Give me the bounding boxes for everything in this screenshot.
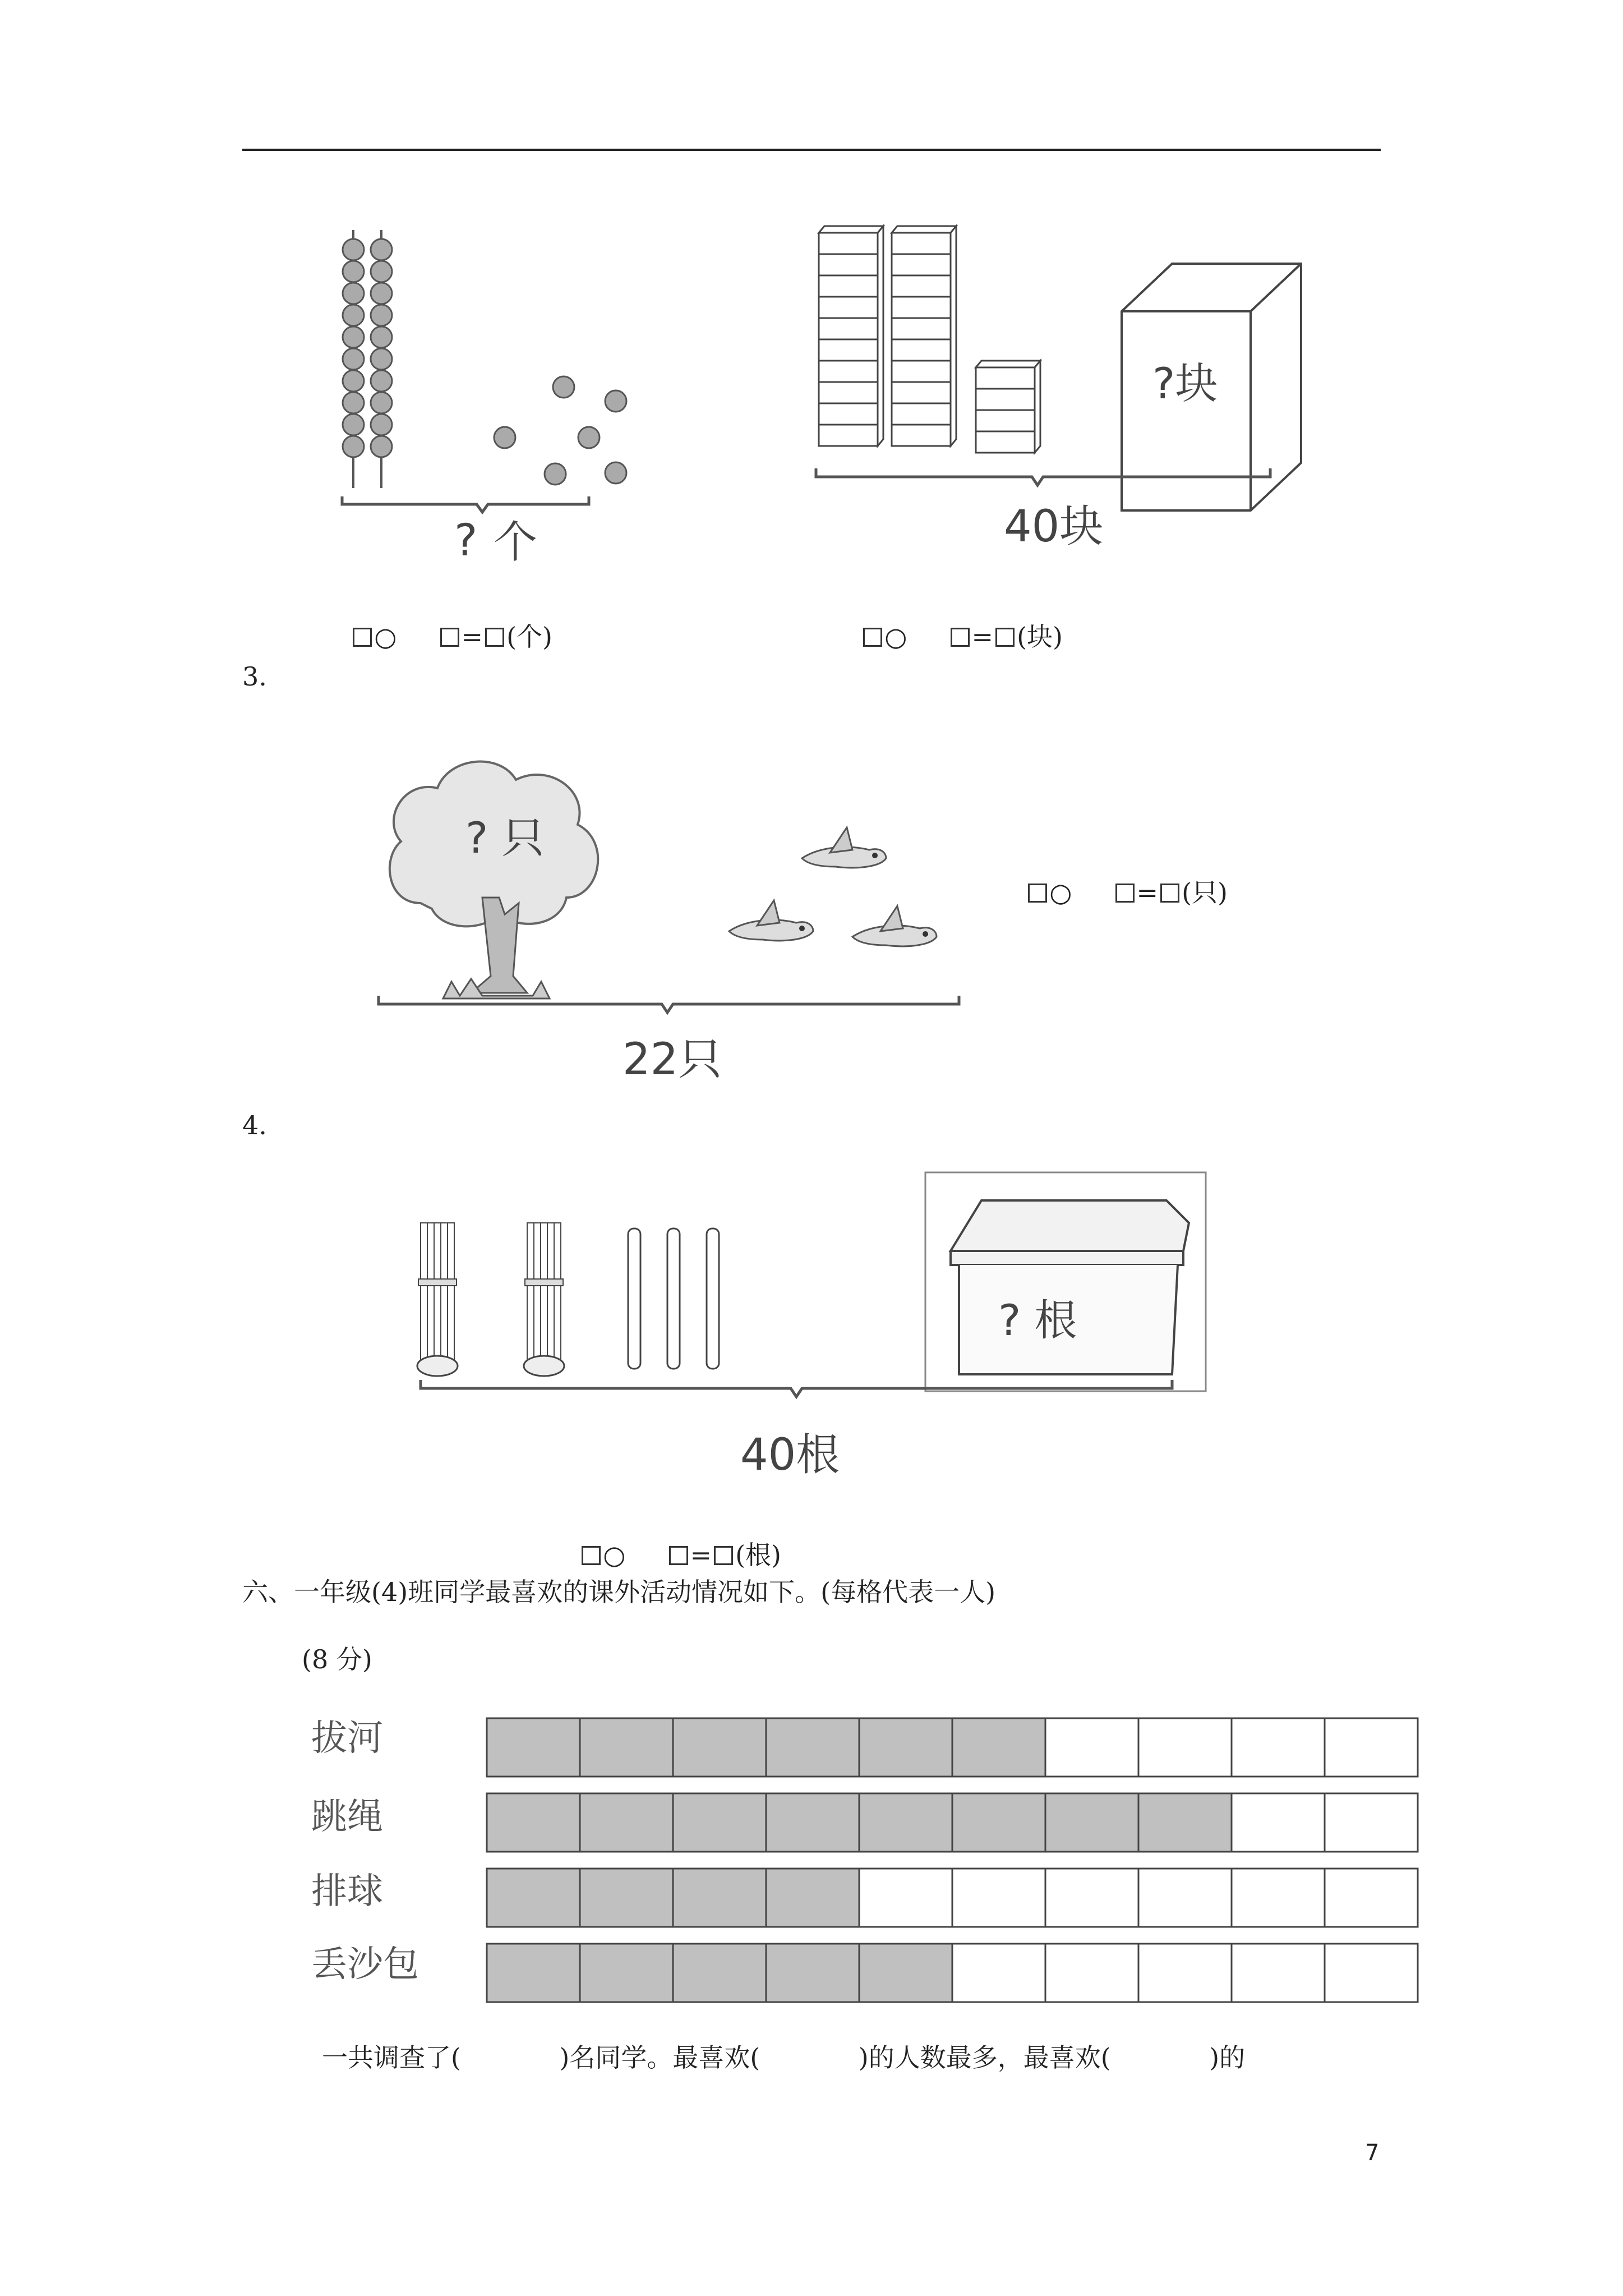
- sticks-box-label: ? 根: [998, 1295, 1077, 1345]
- answer-box[interactable]: [485, 628, 504, 647]
- unit-block: [976, 389, 1035, 410]
- problem-3-equation: ○ = (只): [1009, 854, 1228, 905]
- unit-block: [819, 403, 878, 425]
- blocks-equation: ○ = (块): [845, 598, 1063, 650]
- unit-block: [819, 254, 878, 275]
- beads-unit-label: 个: [494, 517, 538, 568]
- filled-cell: [766, 1793, 859, 1852]
- bead: [494, 427, 515, 448]
- bead: [371, 348, 392, 370]
- block-columns: [819, 226, 1040, 453]
- unit-block: [892, 425, 951, 446]
- beads-question-label: ?: [454, 516, 478, 566]
- answer-box[interactable]: [669, 1546, 688, 1565]
- bird: [729, 900, 813, 941]
- filled-cell: [766, 1869, 859, 1927]
- problem-4-equation: ○ = (根): [563, 1516, 781, 1568]
- bead: [343, 370, 364, 392]
- section-6-heading: 六、一年级(4)班同学最喜欢的课外活动情况如下。(每格代表一人): [242, 1577, 996, 1607]
- block-side: [878, 226, 883, 446]
- bead: [343, 305, 364, 326]
- unit-block: [819, 382, 878, 403]
- unit-block: [892, 254, 951, 275]
- chart-row: [487, 1869, 1418, 1927]
- filled-cell: [1138, 1793, 1232, 1852]
- stick-bundles: [417, 1223, 564, 1376]
- filled-cell: [580, 1718, 673, 1777]
- bead: [545, 463, 566, 485]
- block-top: [819, 226, 883, 233]
- filled-cell: [859, 1944, 952, 2002]
- filled-cell: [859, 1793, 952, 1852]
- empty-cell: [1045, 1869, 1138, 1927]
- tally-chart: [482, 1714, 1436, 2005]
- section-6-points: (8 分): [302, 1644, 372, 1674]
- big-box: [925, 1172, 1206, 1391]
- empty-cell: [1045, 1718, 1138, 1777]
- bead: [371, 370, 392, 392]
- bundle-of-ten: [417, 1223, 458, 1376]
- unit-block: [892, 318, 951, 339]
- page-number: 7: [1365, 2140, 1380, 2166]
- bead: [371, 305, 392, 326]
- unit-block: [976, 367, 1035, 389]
- empty-cell: [1045, 1944, 1138, 2002]
- filled-cell: [673, 1944, 766, 2002]
- chart-row: [487, 1718, 1418, 1777]
- bead: [343, 436, 364, 457]
- chart-row: [487, 1793, 1418, 1852]
- bead: [343, 348, 364, 370]
- empty-cell: [1138, 1944, 1232, 2002]
- blocks-box-label: ?块: [1152, 358, 1218, 408]
- filled-cell: [487, 1869, 580, 1927]
- filled-cell: [766, 1718, 859, 1777]
- unit-block: [819, 361, 878, 382]
- problem-3-number: 3.: [242, 661, 267, 692]
- block-top: [892, 226, 956, 233]
- bead: [343, 414, 364, 435]
- tree-total-label: 22只: [623, 1034, 722, 1085]
- answer-box[interactable]: [582, 1546, 601, 1565]
- filled-cell: [859, 1718, 952, 1777]
- answer-box[interactable]: [1115, 884, 1135, 903]
- single-sticks: [628, 1228, 719, 1369]
- empty-cell: [1232, 1718, 1325, 1777]
- chart-category-label: 拔河: [311, 1718, 383, 1759]
- operator-circle[interactable]: ○: [1049, 877, 1072, 908]
- section-6-question: 一共调查了( )名同学。最喜欢( )的人数最多，最喜欢( )的: [322, 2042, 1246, 2073]
- answer-box[interactable]: [951, 628, 970, 647]
- answer-box[interactable]: [353, 628, 372, 647]
- unit-block: [819, 297, 878, 318]
- empty-cell: [1232, 1869, 1325, 1927]
- chart-category-label: 排球: [311, 1871, 383, 1912]
- answer-box[interactable]: [714, 1546, 733, 1565]
- bead: [578, 427, 600, 448]
- bead: [371, 326, 392, 348]
- bead: [343, 392, 364, 413]
- filled-cell: [487, 1793, 580, 1852]
- bead: [343, 239, 364, 260]
- filled-cell: [952, 1718, 1045, 1777]
- sticks-total-label: 40根: [740, 1430, 840, 1480]
- unit-block: [892, 382, 951, 403]
- answer-box[interactable]: [440, 628, 459, 647]
- unit-block: [892, 297, 951, 318]
- unit-block: [819, 275, 878, 297]
- bead: [371, 392, 392, 413]
- answer-box[interactable]: [1028, 884, 1047, 903]
- chart-category-label: 丢沙包: [311, 1944, 419, 1985]
- unit-block: [976, 410, 1035, 431]
- single-stick: [707, 1228, 719, 1369]
- filled-cell: [1045, 1793, 1138, 1852]
- unit-block: [819, 425, 878, 446]
- filled-cell: [580, 1869, 673, 1927]
- answer-box[interactable]: [863, 628, 882, 647]
- bead: [343, 283, 364, 304]
- block-column: [819, 226, 883, 446]
- filled-cell: [766, 1944, 859, 2002]
- unit-block: [892, 339, 951, 361]
- bird: [802, 827, 886, 868]
- filled-cell: [673, 1869, 766, 1927]
- bead: [553, 376, 574, 398]
- block-column: [976, 361, 1040, 453]
- header-rule: [242, 149, 1381, 151]
- brace: [342, 496, 589, 512]
- block-side: [951, 226, 956, 446]
- bead: [605, 462, 626, 484]
- unit-block: [892, 233, 951, 254]
- unit-block: [892, 275, 951, 297]
- operator-circle[interactable]: ○: [603, 1540, 626, 1570]
- bead: [371, 261, 392, 282]
- empty-cell: [1232, 1944, 1325, 2002]
- bead: [371, 283, 392, 304]
- bead: [343, 261, 364, 282]
- filled-cell: [580, 1793, 673, 1852]
- empty-cell: [1325, 1869, 1418, 1927]
- tree-birds-figure: [370, 735, 998, 1094]
- empty-cell: [859, 1869, 952, 1927]
- beads-equation: ○ = (个): [334, 598, 552, 650]
- beads-figure: [325, 216, 639, 575]
- empty-cell: [952, 1944, 1045, 2002]
- sticks-figure: [404, 1167, 1223, 1492]
- filled-cell: [673, 1793, 766, 1852]
- bead: [343, 326, 364, 348]
- empty-cell: [1325, 1718, 1418, 1777]
- single-stick: [628, 1228, 640, 1369]
- single-stick: [667, 1228, 680, 1369]
- unit-block: [819, 318, 878, 339]
- bead: [371, 414, 392, 435]
- empty-cell: [1325, 1944, 1418, 2002]
- unit-block: [819, 339, 878, 361]
- block-side: [1035, 361, 1040, 453]
- chart-category-label: 跳绳: [311, 1796, 383, 1838]
- unit-block: [892, 403, 951, 425]
- block-top: [976, 361, 1040, 367]
- chart-row: [487, 1944, 1418, 2002]
- tree-label: ? 只: [465, 813, 545, 863]
- filled-cell: [580, 1944, 673, 2002]
- birds: [729, 827, 937, 946]
- operator-circle[interactable]: ○: [374, 622, 397, 652]
- unit-block: [819, 233, 878, 254]
- problem-4-number: 4.: [242, 1110, 267, 1140]
- empty-cell: [1138, 1869, 1232, 1927]
- tree: [390, 762, 598, 999]
- filled-cell: [952, 1793, 1045, 1852]
- empty-cell: [1325, 1793, 1418, 1852]
- filled-cell: [487, 1944, 580, 2002]
- filled-cell: [487, 1718, 580, 1777]
- answer-box[interactable]: [995, 628, 1015, 647]
- blocks-figure: [808, 216, 1312, 564]
- unit-block: [892, 361, 951, 382]
- bead: [605, 390, 626, 412]
- block-column: [892, 226, 956, 446]
- empty-cell: [952, 1869, 1045, 1927]
- unit-block: [976, 431, 1035, 453]
- empty-cell: [1232, 1793, 1325, 1852]
- loose-beads: [494, 376, 626, 485]
- bead: [371, 239, 392, 260]
- bundle-of-ten: [524, 1223, 564, 1376]
- bird: [852, 906, 937, 946]
- filled-cell: [673, 1718, 766, 1777]
- operator-circle[interactable]: ○: [884, 622, 907, 652]
- bead: [371, 436, 392, 457]
- bead-strings: [343, 230, 392, 488]
- empty-cell: [1138, 1718, 1232, 1777]
- blocks-total-label: 40块: [1004, 501, 1104, 552]
- answer-box[interactable]: [1160, 884, 1179, 903]
